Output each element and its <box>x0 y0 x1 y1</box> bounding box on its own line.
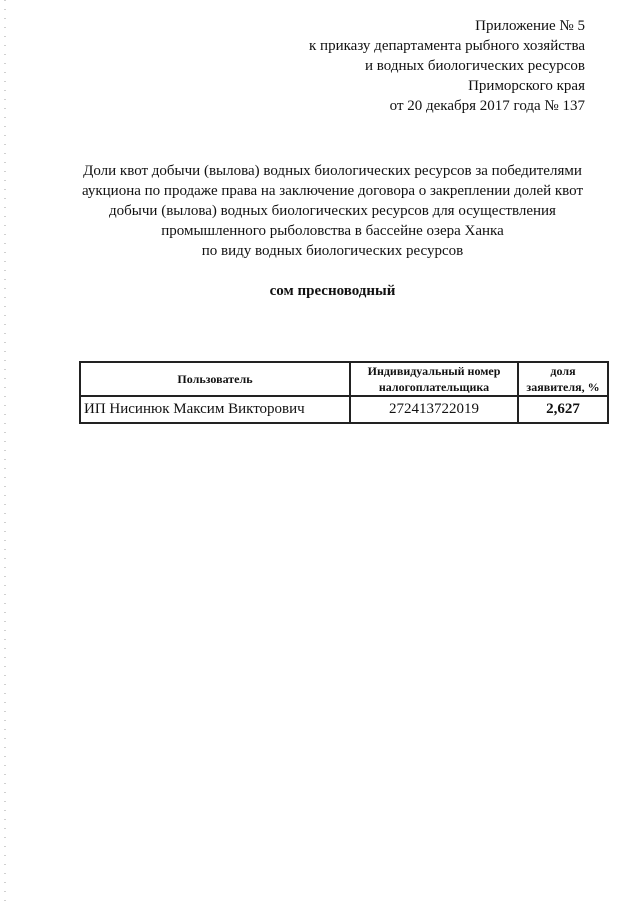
title-line: добычи (вылова) водных биологических ресурсов для осуществления <box>109 203 556 219</box>
appendix-date-line: от 20 декабря 2017 года № 137 <box>389 98 585 114</box>
appendix-order-line: к приказу департамента рыбного хозяйства <box>309 38 585 54</box>
appendix-number: Приложение № 5 <box>475 18 585 34</box>
species-heading: сом пресноводный <box>269 283 396 299</box>
appendix-region-line: Приморского края <box>468 78 585 94</box>
title-line: промышленного рыболовства в бассейне озера Ханка <box>161 223 504 239</box>
header-inn <box>350 362 518 396</box>
table-header-row <box>80 362 608 396</box>
header-share-line1: доля <box>550 364 576 378</box>
cell-inn: 272413722019 <box>350 396 518 423</box>
title-line: по виду водных биологических ресурсов <box>201 243 464 259</box>
appendix-header <box>309 16 585 116</box>
title-line: Доли квот добычи (вылова) водных биологических ресурсов за победителями <box>83 163 582 179</box>
scan-margin-dots <box>4 0 6 905</box>
document-title <box>60 161 605 261</box>
header-share-line2: заявителя, % <box>526 380 600 394</box>
title-line: аукциона по продаже права на заключение договора о закреплении долей квот <box>81 183 584 199</box>
header-inn-line2: налогоплательщика <box>378 380 490 394</box>
cell-share: 2,627 <box>518 396 608 423</box>
quota-table <box>79 361 609 424</box>
cell-user: ИП Нисинюк Максим Викторович <box>80 396 350 423</box>
header-user-label: Пользователь <box>177 372 253 386</box>
table-row <box>80 396 608 423</box>
appendix-department-line: и водных биологических ресурсов <box>365 58 585 74</box>
header-inn-line1: Индивидуальный номер <box>367 364 501 378</box>
header-user <box>80 362 350 396</box>
header-share <box>518 362 608 396</box>
